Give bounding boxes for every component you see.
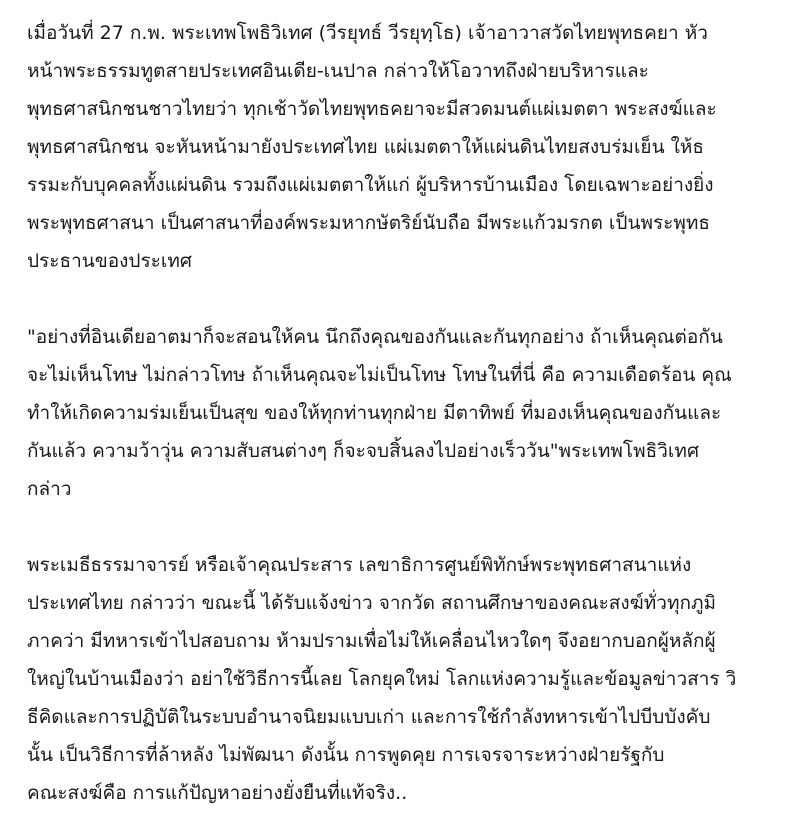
article-paragraph-3: พระเมธีธรรมาจารย์ หรือเจ้าคุณประสาร เลขาธิการศูนย์พิทักษ์พระพุทธศาสนาแห่ง ประเทศไทย กล่าวว่า ขณะนี้ ได้รับแจ้งข่าว จากวัด สถานศึกษาของคณะสงฆ์ทั่วทุกภูมิ ภาคว่า มีทหารเข้าไปสอบถาม ห้ามปรามเพื่อไม่ให้เคลื่อนไหวใดๆ จึงอยากบอกผู้หลักผู้ ใหญ่ในบ้านเมืองว่า อย่าใช้วิธีการนี้เลย โลกยุคใหม่ โลกแห่งความรู้และข้อมูลข่าวสาร วิ ธีคิดและการปฏิบัติในระบบอำนาจนิยมแบบเก่า และการใช้กำลังทหารเข้าไปบีบบังคับ นั้น เป็นวิธีการที่ล้าหลัง ไม่พัฒนา ดังนั้น การพูดคุย การเจรจาระหว่างฝ่ายรัฐกับ คณะสงฆ์คือ การแก้ปัญหาอย่างยั่งยืนที่แท้จริง.. xyxy=(27,554,737,804)
article-paragraph-1: เมื่อวันที่ 27 ก.พ. พระเทพโพธิวิเทศ (วีรยุทธ์ วีรยุทฺโธ) เจ้าอาวาสวัดไทยพุทธคยา หัว หน้าพระธรรมทูตสายประเทศอินเดีย-เนปาล กล่าวให้โอวาทถึงฝ่ายบริหารและ พุทธศาสนิกชนชาวไทยว่า ทุกเช้าวัดไทยพุทธคยาจะมีสวดมนต์แผ่เมตตา พระสงฆ์และ พุทธศาสนิกชน จะหันหน้ามายังประเทศไทย แผ่เมตตาให้แผ่นดินไทยสงบร่มเย็น ให้ธ รรมะกับบุคคลทั้งแผ่นดิน รวมถึงแผ่เมตตาให้แก่ ผู้บริหารบ้านเมือง โดยเฉพาะอย่างยิ่ง พระพุทธศาสนา เป็นศาสนาที่องค์พระมหากษัตริย์นับถือ มีพระแก้วมรกต เป็นพระพุทธ ประธานของประเทศ xyxy=(27,22,717,272)
article-paragraph-2: "อย่างที่อินเดียอาตมาก็จะสอนให้คน นึกถึงคุณของกันและกันทุกอย่าง ถ้าเห็นคุณต่อกัน จะไม่เห็นโทษ ไม่กล่าวโทษ ถ้าเห็นคุณจะไม่เป็นโทษ โทษในที่นี่ คือ ความเดือดร้อน คุณ ทำให้เกิดความร่มเย็นเป็นสุข ของให้ทุกท่านทุกฝ่าย มีตาทิพย์ ที่มองเห็นคุณของกันและ กันแล้ว ความว้าวุ่น ความสับสนต่างๆ ก็จะจบสิ้นลงไปอย่างเร็ววัน"พระเทพโพธิวิเทศ กล่าว xyxy=(27,326,732,500)
